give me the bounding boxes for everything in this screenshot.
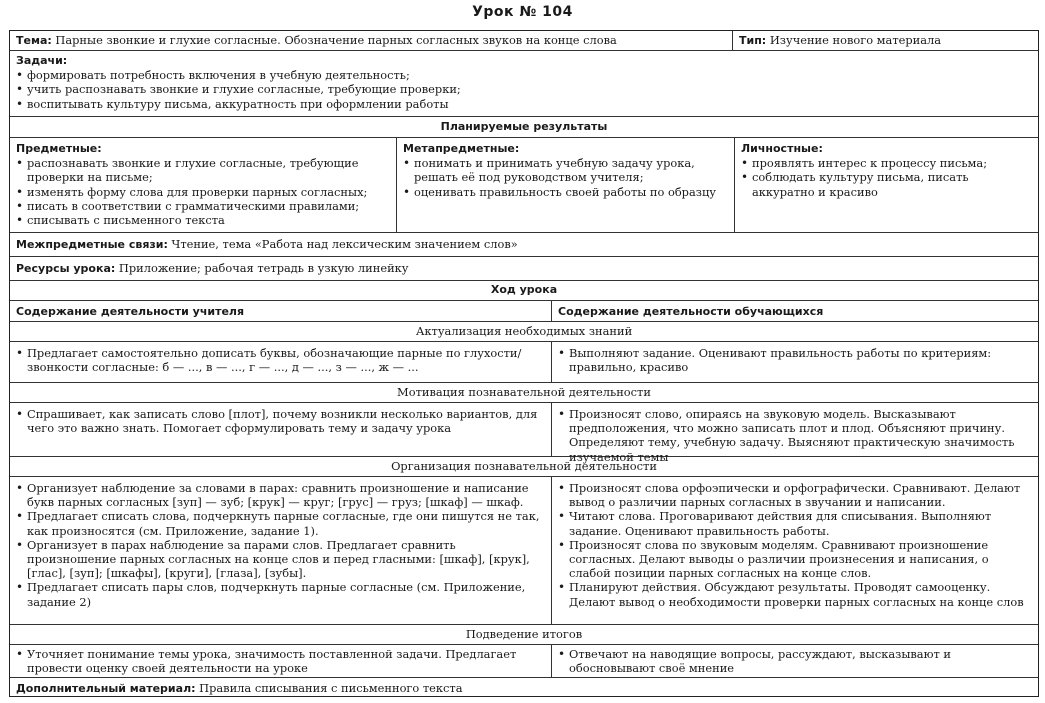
planned-results-header: Планируемые результаты: [440, 119, 608, 133]
resources-cell: [10, 257, 1038, 280]
lesson-flow-columns-row: [10, 301, 1038, 322]
student-activity-cell: [551, 403, 1038, 464]
stage-header-row: [10, 625, 1038, 645]
list-item: • Предлагает списать слова, подчеркнуть парные согласные, где они пишутся не так, как произносятся (см. Приложение, задание 1).: [16, 509, 545, 537]
resources-row: [10, 257, 1038, 281]
interdisciplinary-cell: [10, 233, 1038, 256]
list-item: • изменять форму слова для проверки парных согласных;: [16, 185, 390, 199]
resources-label: Ресурсы урока:: [16, 262, 116, 275]
type-text: Изучение нового материала: [769, 33, 942, 47]
topic-text: Парные звонкие и глухие согласные. Обозначение парных согласных звуков на конце слова: [55, 33, 617, 47]
stage-content-row: [10, 403, 1038, 464]
list-item: • проявлять интерес к процессу письма;: [741, 156, 1032, 170]
interdisciplinary-label: Межпредметные связи:: [16, 238, 168, 251]
list-item: • соблюдать культуру письма, писать аккуратно и красиво: [741, 170, 1032, 198]
list-item: • оценивать правильность своей работы по образцу: [403, 185, 728, 199]
list-item: • учить распознавать звонкие и глухие согласные, требующие проверки;: [16, 82, 1032, 96]
personal-results-list: [741, 156, 1032, 199]
planned-results-header-row: [10, 117, 1038, 138]
meta-results-label: Метапредметные:: [403, 142, 520, 155]
type-cell: [732, 31, 1038, 50]
tasks-row: [10, 51, 1038, 117]
list-item: • Выполняют задание. Оценивают правильность работы по критериям: правильно, красиво: [558, 346, 1032, 374]
extra-material-cell: [10, 678, 1038, 696]
type-label: Тип:: [739, 34, 767, 47]
extra-material-text: Правила списывания с письменного текста: [199, 681, 463, 695]
stage-content-row: [10, 477, 1038, 625]
extra-material-label: Дополнительный материал:: [16, 682, 196, 695]
stage-name: Организация познавательной деятельности: [391, 459, 657, 474]
student-column-header: Содержание деятельности обучающихся: [551, 301, 1038, 321]
stage-header-row: [10, 383, 1038, 403]
stage-name: Подведение итогов: [465, 627, 583, 642]
lesson-flow-header: Ход урока: [490, 283, 558, 297]
topic-label: Тема:: [16, 34, 52, 47]
stage-name: Мотивация познавательной деятельности: [397, 385, 651, 400]
list-item: • воспитывать культуру письма, аккуратность при оформлении работы: [16, 97, 1032, 111]
interdisciplinary-row: [10, 233, 1038, 257]
student-activity-cell: [551, 645, 1038, 677]
list-item: • Отвечают на наводящие вопросы, рассуждают, высказывают и обосновывают своё мнение: [558, 647, 1032, 675]
list-item: • Предлагает самостоятельно дописать буквы, обозначающие парные по глухости/звонкости согласные: б — ..., в — ..., г — ..., д — ..., з — ..., ж — ...: [16, 346, 545, 374]
tasks-label: Задачи:: [16, 54, 68, 67]
topic-row: [10, 31, 1038, 51]
teacher-column-header: Содержание деятельности учителя: [16, 305, 245, 318]
resources-text: Приложение; рабочая тетрадь в узкую линейку: [118, 261, 409, 275]
planned-results-row: [10, 138, 1038, 233]
list-item: • Уточняет понимание темы урока, значимость поставленной задачи. Предлагает провести оценку своей деятельности на уроке: [16, 647, 545, 675]
personal-results-label: Личностные:: [741, 142, 823, 155]
stage-content-row: [10, 342, 1038, 383]
list-item: • Организует наблюдение за словами в парах: сравнить произношение и написание букв парных согласных [зуп] — зуб; [крук] — круг; [грус] — груз; [шкаф] — шкаф.: [16, 481, 545, 509]
list-item: • Произносят слова по звуковым моделям. Сравнивают произношение согласных. Делают выводы о различии произнесения и написания, о слабой позиции парных согласных на конце слов.: [558, 538, 1032, 581]
teacher-activity-cell: [10, 645, 551, 677]
teacher-activity-cell: [10, 477, 551, 624]
lesson-flow-header-row: [10, 281, 1038, 301]
list-item: • списывать с письменного текста: [16, 213, 390, 227]
teacher-activity-cell: [10, 342, 551, 382]
list-item: • Произносят слова орфоэпически и орфографически. Сравнивают. Делают вывод о различии парных согласных в звучании и написании.: [558, 481, 1032, 509]
stage-header-row: [10, 457, 1038, 477]
list-item: • Произносят слово, опираясь на звуковую модель. Высказывают предположения, что можно записать плот и плод. Объясняют причину. Определяют тему, учебную задачу. Выясняют практическую значимость изучаемой темы: [558, 407, 1032, 464]
interdisciplinary-text: Чтение, тема «Работа над лексическим значением слов»: [171, 237, 518, 251]
stage-name: Актуализация необходимых знаний: [415, 324, 633, 339]
subject-results-cell: [10, 138, 396, 232]
list-item: • распознавать звонкие и глухие согласные, требующие проверки на письме;: [16, 156, 390, 184]
list-item: • Предлагает списать пары слов, подчеркнуть парные согласные (см. Приложение, задание 2): [16, 580, 545, 608]
topic-cell: [10, 31, 732, 50]
list-item: • Планируют действия. Обсуждают результаты. Проводят самооценку. Делают вывод о необходимости проверки парных согласных на конце слов: [558, 580, 1032, 608]
list-item: • Читают слова. Проговаривают действия для списывания. Выполняют задание. Оценивают правильность работы.: [558, 509, 1032, 537]
student-activity-cell: [551, 477, 1038, 624]
extra-material-row: [10, 677, 1038, 696]
lesson-plan-table: [9, 30, 1039, 697]
personal-results-cell: [734, 138, 1038, 232]
stage-content-row: [10, 645, 1038, 677]
meta-results-cell: [396, 138, 734, 232]
teacher-activity-cell: [10, 403, 551, 456]
subject-results-list: [16, 156, 390, 227]
meta-results-list: [403, 156, 728, 199]
stage-header-row: [10, 322, 1038, 342]
list-item: • писать в соответствии с грамматическими правилами;: [16, 199, 390, 213]
student-activity-cell: [551, 342, 1038, 382]
tasks-list: [16, 68, 1032, 111]
list-item: • Организует в парах наблюдение за парами слов. Предлагает сравнить произношение парных согласных на конце слов и перед гласными: [шкаф], [крук], [глас], [зуп]; [шкафы], [круги], [глаза], [зубы].: [16, 538, 545, 581]
list-item: • понимать и принимать учебную задачу урока, решать её под руководством учителя;: [403, 156, 728, 184]
list-item: • формировать потребность включения в учебную деятельность;: [16, 68, 1032, 82]
lesson-title: Урок № 104: [472, 4, 573, 20]
tasks-cell: [10, 51, 1038, 116]
subject-results-label: Предметные:: [16, 142, 102, 155]
list-item: • Спрашивает, как записать слово [плот], почему возникли несколько вариантов, для чего это важно знать. Помогает сформулировать тему и задачу урока: [16, 407, 545, 435]
